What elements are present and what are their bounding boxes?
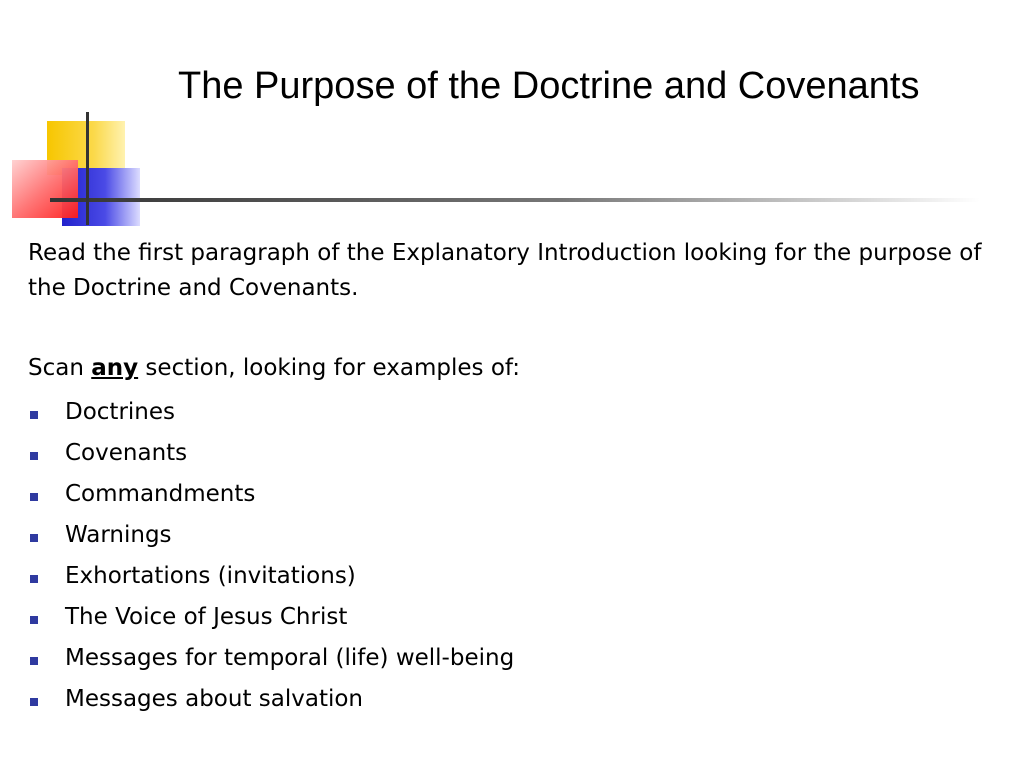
- bullet-square-icon: [30, 534, 38, 542]
- list-item-label: Messages for temporal (life) well-being: [65, 645, 515, 671]
- list-item-label: Messages about salvation: [65, 686, 364, 712]
- horizontal-rule: [50, 198, 980, 202]
- scan-text-before: Scan: [28, 355, 92, 381]
- list-item: [28, 515, 988, 556]
- list-item-label: Covenants: [65, 440, 188, 466]
- slide-title: The Purpose of the Doctrine and Covenants: [178, 65, 920, 107]
- scan-text-after: section, looking for examples of:: [138, 355, 520, 381]
- list-item: [28, 392, 988, 433]
- list-item-label: The Voice of Jesus Christ: [65, 604, 348, 630]
- scan-instruction: [28, 351, 988, 386]
- list-item-label: Commandments: [65, 481, 256, 507]
- list-item: [28, 433, 988, 474]
- list-item: [28, 597, 988, 638]
- bullet-square-icon: [30, 452, 38, 460]
- list-item-label: Warnings: [65, 522, 172, 548]
- list-item: [28, 679, 988, 720]
- list-item-label: Doctrines: [65, 399, 176, 425]
- decorative-title-graphic: [0, 0, 1024, 240]
- list-item: [28, 556, 988, 597]
- bullet-square-icon: [30, 616, 38, 624]
- bullet-square-icon: [30, 575, 38, 583]
- list-item: [28, 638, 988, 679]
- bullet-square-icon: [30, 698, 38, 706]
- vertical-rule: [86, 112, 89, 225]
- intro-paragraph: Read the first paragraph of the Explanatory Introduction looking for the purpose of the Doctrine and Covenants.: [28, 240, 982, 301]
- example-list: [28, 392, 988, 720]
- bullet-square-icon: [30, 493, 38, 501]
- bullet-square-icon: [30, 657, 38, 665]
- slide-body: [28, 236, 988, 720]
- red-square: [12, 160, 78, 218]
- list-item-label: Exhortations (invitations): [65, 563, 356, 589]
- bullet-square-icon: [30, 411, 38, 419]
- list-item: [28, 474, 988, 515]
- scan-emphasis: any: [91, 355, 139, 381]
